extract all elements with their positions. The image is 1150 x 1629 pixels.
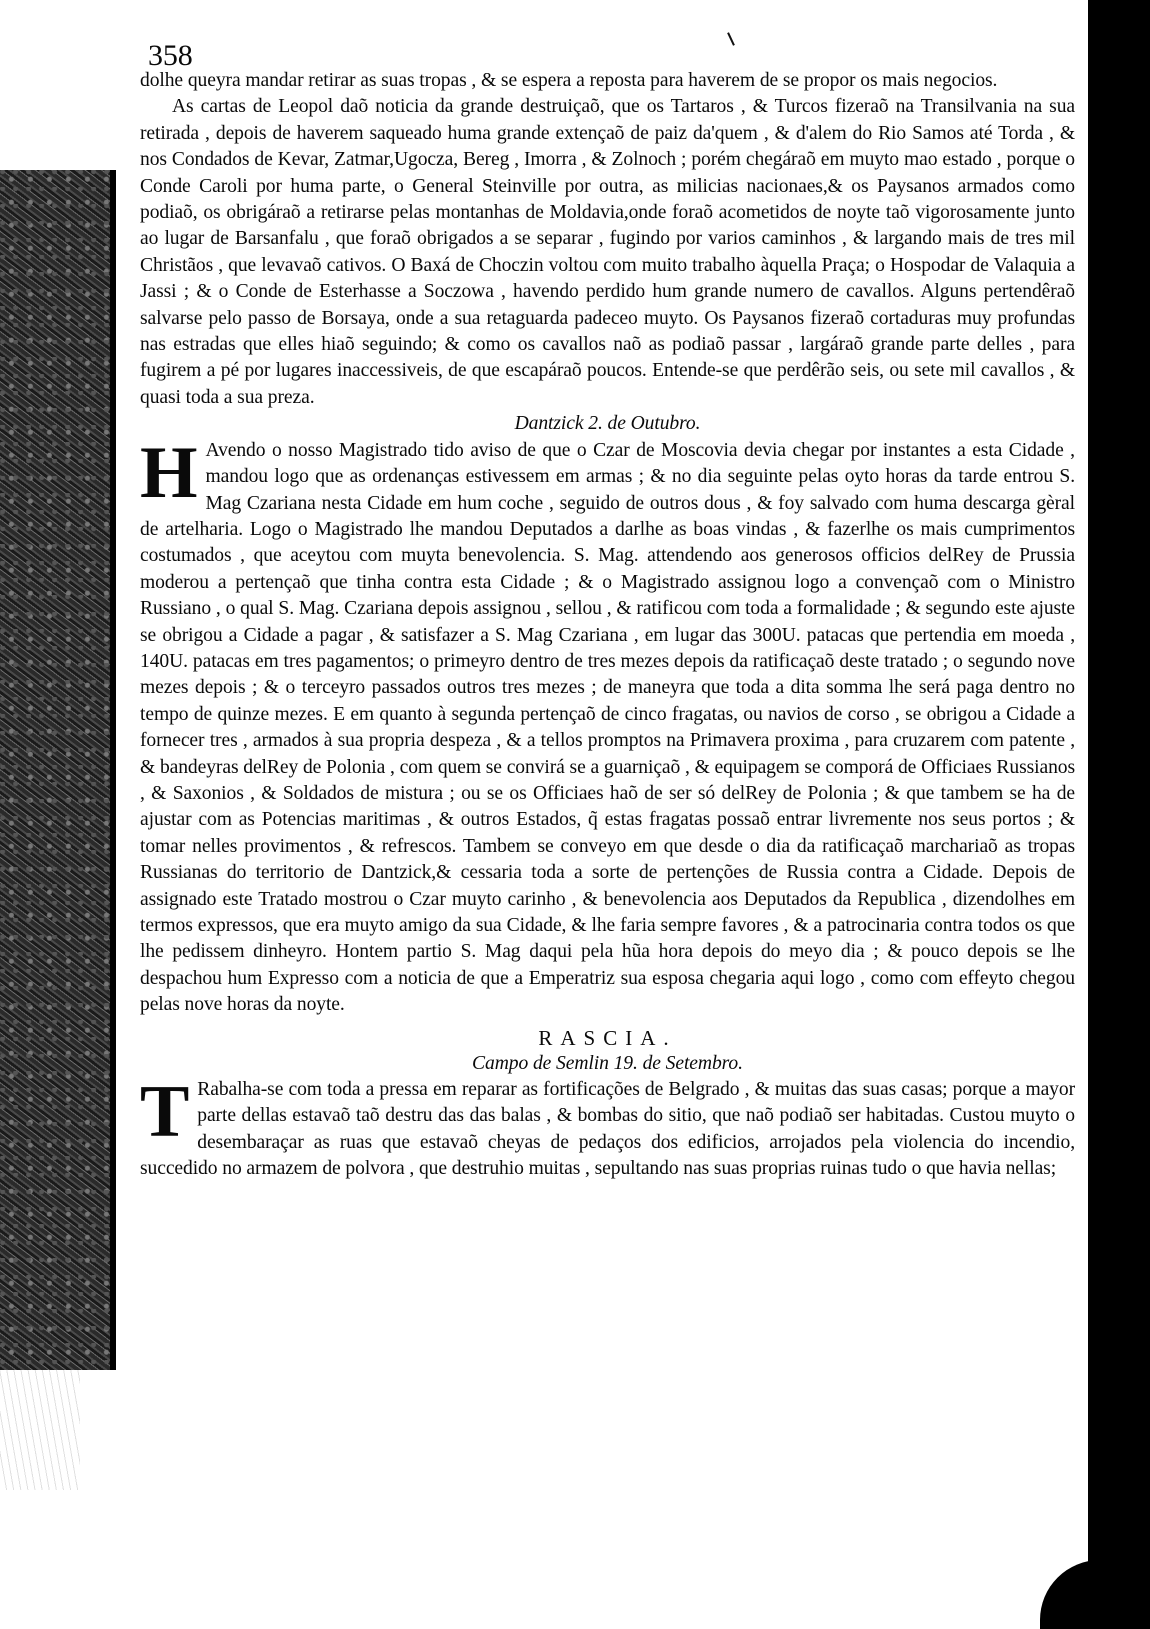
rascia-body: Rabalha-se com toda a pressa em reparar as fortificações de Belgrado , & muitas das suas casas; porque a mayor parte dellas estavaõ taõ destru das das balas , & bombas do sitio, que naõ podiaõ ser habitadas. Custou muyto o desembaraçar as ruas que estavaõ cheyas de pedaços dos edificios, arrojados pela violencia do incendio, succedido no armazem de polvora , que destruhio muitas , sepultando nas suas proprias ruinas tudo o que havia nellas; [140, 1079, 1075, 1180]
paragraph-leopol-news: As cartas de Leopol daõ noticia da grande destruiçaõ, que os Tartaros , & Turcos fizeraõ na Transilvania na sua retirada , depois de haverem saqueado huma grande extençaõ de paiz da'quem , & d'alem do Rio Samos até Torda , & nos Condados de Kevar, Zatmar,Ugocza, Bereg , Imorra , & Zolnoch ; porém chegáraõ em muyto mao estado , porque o Conde Caroli por huma parte, o General Steinville por outra, as milicias nacionaes,& os Paysanos armados como podiaõ, os obrigáraõ a retirarse pelas montanhas de Moldavia,onde foraõ acometidos de noyte taõ vigorosamente junto ao lugar de Barsanfalu , que foraõ obrigados a se separar , fugindo por varios caminhos , & largando mais de tres mil Christãos , que levavaõ cativos. O Baxá de Choczin voltou com muito trabalho àquella Praça; o Hospodar de Valaquia a Jassi ; & o Conde de Esterhasse a Soczowa , havendo perdido hum grande numero de cavallos. Alguns pertendêraõ salvarse pelo passo de Borsaya, onde a sua retaguarda padeceo muyto. Os Paysanos fizeraõ cortaduras muy profundas nas estradas que elles hiaõ seguindo; & como os cavallos naõ as podiaõ passar , largáraõ grande parte delles , para fugirem a pé por lugares inaccessiveis, de que escapáraõ poucos. Entende-se que perdêrão seis, ou sete mil cavallos , & quasi toda a sua preza. [140, 96, 1075, 408]
dantzick-body: Avendo o nosso Magistrado tido aviso de que o Czar de Moscovia devia chegar por instantes a esta Cidade , mandou logo que as ordenanças estivessem em armas ; & no dia seguinte pelas oyto horas da tarde entrou S. Mag Czariana nesta Cidade em hum coche , seguido de outros dous , & foy salvado com huma descarga gèral de artelharia. Logo o Magistrado lhe mandou Deputados a darlhe as boas vindas , & fazerlhe os mais cumprimentos costumados , que aceytou com muyta benevolencia. S. Mag. attendendo aos generosos officios delRey de Prussia moderou a pertençaõ que tinha contra esta Cidade ; & o Magistrado assignou logo a convençaõ com o Ministro Russiano , o qual S. Mag. Czariana depois assignou , sellou , & ratificou com toda a formalidade ; & segundo este ajuste se obrigou a Cidade a pagar , & satisfazer a S. Mag Czariana , em lugar das 300U. patacas que pertendia em moeda , 140U. patacas em tres pagamentos; o primeyro dentro de tres mezes depois da ratificaçaõ deste tratado ; o segundo nove mezes depois ; & o terceyro passados outros tres mezes ; de maneyra que toda a dita somma lhe será paga dentro no tempo de quinze mezes. E em quanto à segunda pertençaõ de cinco fragatas, ou navios de corso , se obrigou a Cidade a fornecer tres , armados à sua propria despeza , & a tellos promptos na Primavera proxima , para cruzarem com patente , & bandeyras delRey de Polonia , com quem se convirá se a guarniçaõ , & equipagem se comporá de Officiaes Russianos , & Saxonios , & Soldados de mistura ; ou se os Officiaes haõ de ser só delRey de Polonia ; & que tambem se ha de ajustar com as Potencias maritimas , & outros Estados, q̃ estas fragatas possaõ entrar livremente nos seus portos ; & tomar nelles provimentos , & refrescos. Tambem se conveyo em que desde o dia da ratificaçaõ marchariaõ as tropas Russianas do territorio de Dantzick,& cessaria toda a sorte de pertenções de Russia contra a Cidade. Depois de assignado este Tratado mostrou o Czar muyto carinho , & benevolencia aos Deputados da Republica , dizendolhes em termos expressos, que era muyto amigo da sua Cidade, & lhe faria sempre favores , & a patrocinaria contra todos os que lhe pedissem dinheyro. Hontem partio S. Mag daqui pela hũa hora depois do meyo dia ; & pouco depois se lhe despachou hum Expresso com a noticia de que a Emperatriz sua esposa chegaria aqui logo , como com effeyto chegou pelas nove horas da noyte. [140, 439, 1075, 1016]
dateline-dantzick: Dantzick 2. de Outubro. [514, 413, 701, 435]
left-binding-shadow [0, 170, 116, 1370]
dateline-semlin: Campo de Semlin 19. de Setembro. [472, 1052, 743, 1074]
left-margin-marks [0, 1370, 80, 1490]
section-dantzick [140, 431, 1075, 1019]
section-heading-rascia: RASCIA. [538, 1025, 677, 1050]
right-scan-edge [1088, 0, 1150, 1629]
dropcap-letter: H [140, 431, 198, 514]
dropcap-letter: T [140, 1071, 190, 1154]
bottom-right-scan-shadow [1040, 1560, 1150, 1629]
paragraph-continuation: dolhe queyra mandar retirar as suas tropas , & se espera a reposta para haverem de se propor os mais negocios. [140, 70, 998, 91]
section-rascia [140, 1071, 1075, 1183]
page-number: 358 [148, 39, 193, 72]
text-column [140, 40, 1075, 1183]
